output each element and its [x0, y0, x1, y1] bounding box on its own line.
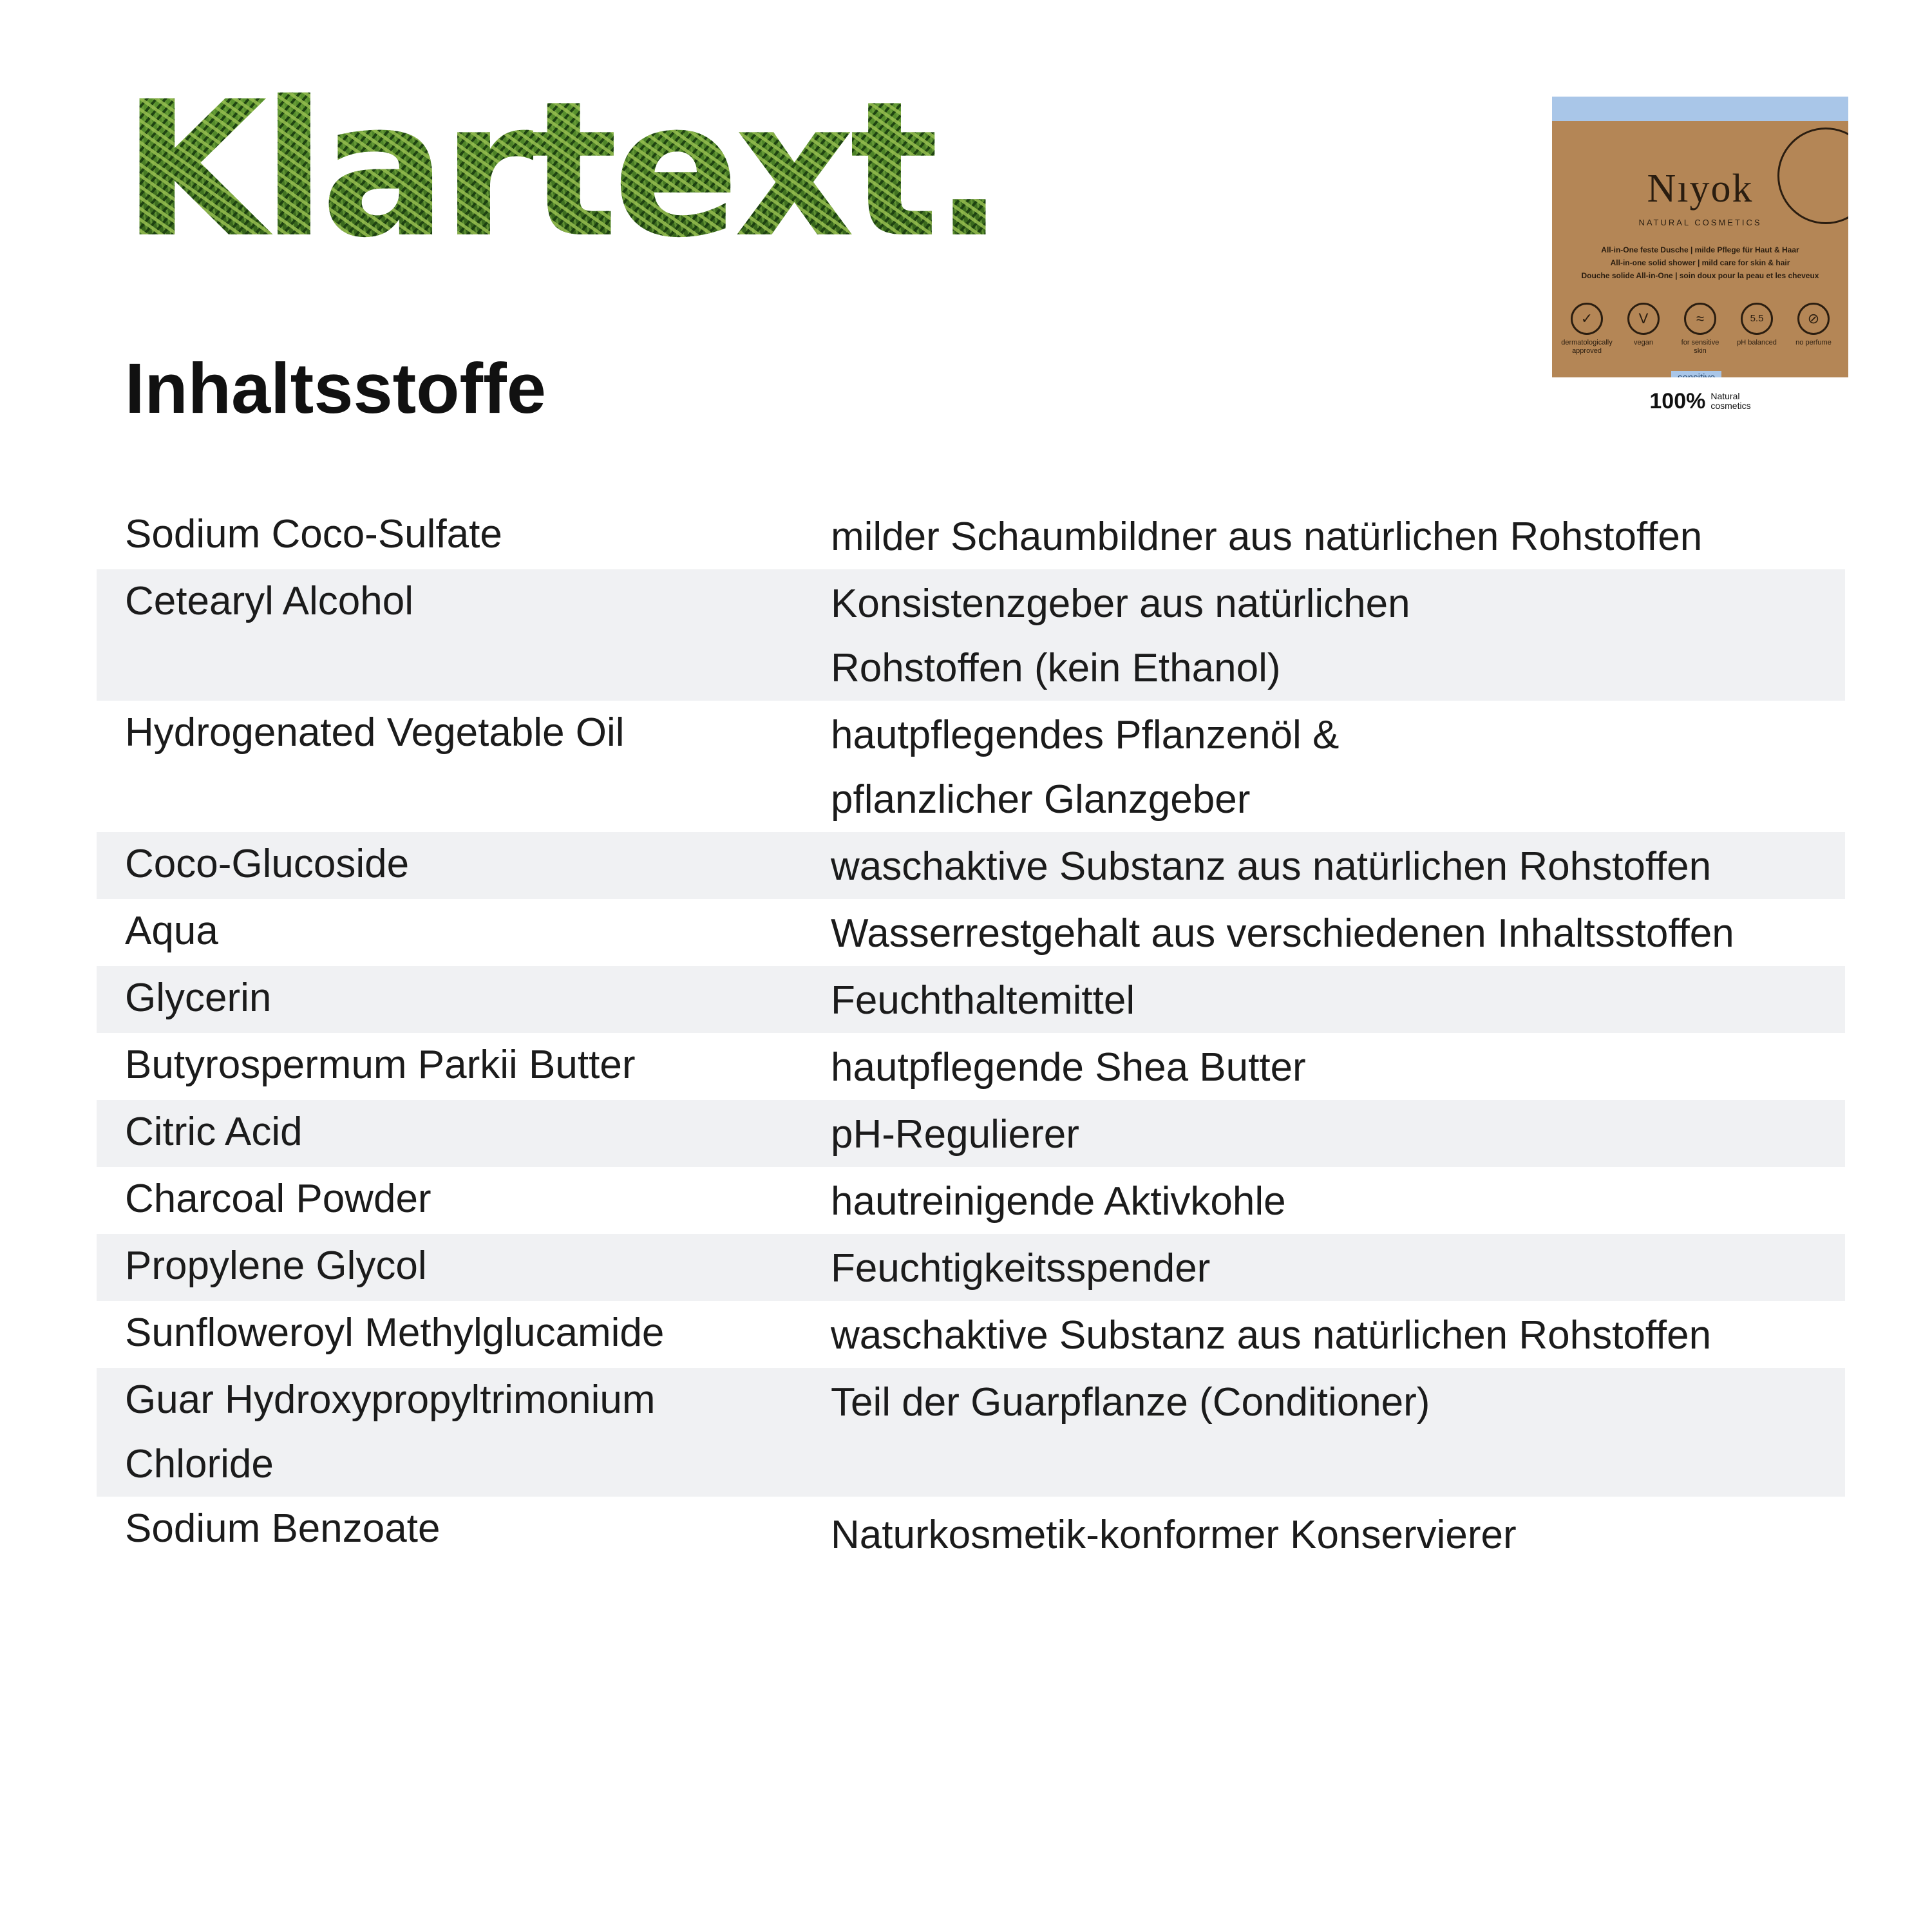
cosmetics-label: cosmetics — [1710, 401, 1751, 411]
ingredient-name-line: Citric Acid — [125, 1110, 303, 1154]
page-title: Inhaltsstoffe — [125, 349, 546, 428]
ingredient-description-line: Teil der Guarpflanze (Conditioner) — [831, 1380, 1430, 1425]
table-row — [97, 1100, 1845, 1167]
product-claim: Douche solide All-in-One | soin doux pour la peau et les cheveux — [1581, 271, 1819, 280]
ingredient-name — [97, 502, 831, 567]
ingredient-description — [831, 899, 1845, 966]
no-perfume-badge — [1788, 303, 1839, 355]
ingredient-name-line: Butyrospermum Parkii Butter — [125, 1043, 636, 1087]
ingredient-description-line: Rohstoffen (kein Ethanol) — [831, 646, 1281, 690]
table-row — [97, 1368, 1845, 1497]
ingredient-name-line: Hydrogenated Vegetable Oil — [125, 710, 625, 755]
product-claims — [1558, 243, 1842, 282]
table-row — [97, 899, 1845, 966]
ingredient-name-line: Sunfloweroyl Methylglucamide — [125, 1311, 665, 1355]
ingredient-description-line: hautreinigende Aktivkohle — [831, 1179, 1286, 1224]
no-perfume-icon: ⊘ — [1797, 303, 1830, 335]
ingredient-description-line: milder Schaumbildner aus natürlichen Rohstoffen — [831, 515, 1703, 559]
vegan-badge — [1618, 303, 1669, 355]
dermatologically-approved-badge — [1561, 303, 1613, 355]
table-row — [97, 832, 1845, 899]
natural-percent-label — [1710, 392, 1750, 411]
ingredient-name — [97, 1497, 831, 1561]
table-row — [97, 1497, 1845, 1567]
product-brand-sub: NATURAL COSMETICS — [1638, 218, 1762, 227]
ingredient-description — [831, 1368, 1845, 1435]
ingredient-description-line: Konsistenzgeber aus natürlichen — [831, 582, 1410, 626]
ingredient-description-line: hautpflegende Shea Butter — [831, 1045, 1306, 1090]
ingredient-description — [831, 1234, 1845, 1301]
sensitive-skin-icon: ≈ — [1684, 303, 1716, 335]
ingredients-table — [97, 502, 1845, 1567]
natural-percent: 100% — [1649, 388, 1706, 413]
ingredient-name — [97, 1100, 831, 1164]
ingredient-name-line: Aqua — [125, 909, 218, 953]
ingredient-name — [97, 1301, 831, 1365]
ingredient-name-line: Propylene Glycol — [125, 1244, 427, 1288]
table-row — [97, 1167, 1845, 1234]
ingredient-description — [831, 701, 1845, 832]
product-bottom-band — [1552, 377, 1848, 425]
ingredient-name-line: Sodium Coco-Sulfate — [125, 512, 502, 556]
ingredient-description-line: Feuchtigkeitsspender — [831, 1246, 1211, 1291]
ingredient-description — [831, 569, 1845, 701]
product-brand: Nıyok — [1647, 167, 1754, 211]
ingredient-name — [97, 1167, 831, 1231]
ingredient-name — [97, 832, 831, 896]
ingredient-name-line: Coco-Glucoside — [125, 842, 410, 886]
icon-label: for sensitive skin — [1681, 339, 1719, 355]
ingredient-name — [97, 1234, 831, 1298]
product-claim: All-in-one solid shower | mild care for skin & hair — [1610, 258, 1790, 267]
ingredient-description — [831, 1100, 1845, 1167]
ingredient-name-line: Cetearyl Alcohol — [125, 579, 414, 623]
product-claim: All-in-One feste Dusche | milde Pflege für Haut & Haar — [1601, 245, 1799, 254]
ingredient-description-line: Wasserrestgehalt aus verschiedenen Inhaltsstoffen — [831, 911, 1734, 956]
ingredient-name — [97, 701, 831, 765]
ph-balanced-icon: 5.5 — [1741, 303, 1773, 335]
headline: Klartext. — [122, 62, 999, 279]
ingredient-description-line: pH-Regulierer — [831, 1112, 1079, 1157]
product-top-band: Nıyok — [1672, 99, 1728, 118]
table-row — [97, 1234, 1845, 1301]
ingredient-description — [831, 832, 1845, 899]
ingredient-description — [831, 1497, 1845, 1567]
icon-label: dermatologically approved — [1561, 339, 1613, 355]
product-image — [1552, 97, 1848, 425]
ingredient-name-line: Sodium Benzoate — [125, 1506, 440, 1551]
ingredient-description — [831, 1167, 1845, 1234]
icon-label: pH balanced — [1737, 339, 1777, 346]
ingredient-name-line: Guar Hydroxypropyltrimonium — [125, 1378, 656, 1422]
table-row — [97, 966, 1845, 1033]
ingredient-description — [831, 1033, 1845, 1100]
ingredient-description-line: waschaktive Substanz aus natürlichen Rohstoffen — [831, 1313, 1712, 1358]
ingredient-description-line: hautpflegendes Pflanzenöl & — [831, 713, 1340, 757]
ingredient-description — [831, 1301, 1845, 1368]
table-row — [97, 569, 1845, 701]
ph-balanced-badge — [1731, 303, 1783, 355]
icon-label: no perfume — [1795, 339, 1832, 346]
table-row — [97, 502, 1845, 569]
ingredient-name-line: Glycerin — [125, 976, 272, 1020]
ingredient-name — [97, 1033, 831, 1097]
ingredient-description-line: Feuchthaltemittel — [831, 978, 1135, 1023]
ingredient-description-line: waschaktive Substanz aus natürlichen Rohstoffen — [831, 844, 1712, 889]
table-row — [97, 1033, 1845, 1100]
ingredient-name-line: Charcoal Powder — [125, 1177, 431, 1221]
table-row — [97, 701, 1845, 832]
ingredient-description-line: pflanzlicher Glanzgeber — [831, 777, 1251, 822]
table-row — [97, 1301, 1845, 1368]
ingredient-description — [831, 502, 1845, 569]
product-icons — [1561, 303, 1839, 355]
ingredient-name — [97, 569, 831, 634]
ingredient-description — [831, 966, 1845, 1033]
ingredient-name-line: Chloride — [125, 1442, 274, 1486]
ingredient-name — [97, 899, 831, 963]
sensitive-skin-badge — [1674, 303, 1726, 355]
dermatologically-approved-icon: ✓ — [1571, 303, 1603, 335]
icon-label: vegan — [1634, 339, 1653, 346]
ingredient-name — [97, 966, 831, 1030]
vegan-icon: V — [1627, 303, 1660, 335]
ingredient-description-line: Naturkosmetik-konformer Konservierer — [831, 1513, 1517, 1557]
ingredient-name — [97, 1368, 831, 1497]
natural-label: Natural — [1710, 391, 1740, 401]
